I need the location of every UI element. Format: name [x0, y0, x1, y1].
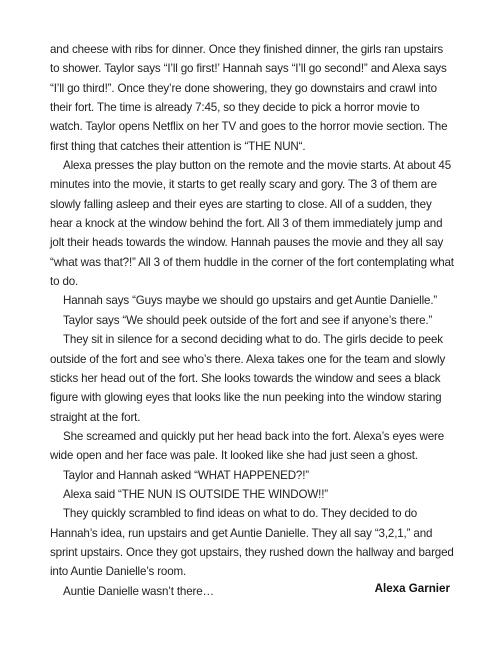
story-paragraph: Taylor says “We should peek outside of the fort and see if anyone’s there.” [63, 313, 433, 327]
story-paragraph: Alexa presses the play button on the remote and the movie starts. At about 45 minutes into the movie, it starts to get really scary and gory. The 3 of them are slowly falling asleep and their eyes are starting to close. All of a sudden, they hear a knock at the window behind the fort. All 3 of them immediately jump and jolt their heads towards the window. Hannah pauses the movie and they all say “what was that?!” All 3 of them huddle in the corner of the fort contemplating what to do. [50, 159, 454, 289]
story-paragraph: and cheese with ribs for dinner. Once they finished dinner, the girls ran upstairs to shower. Taylor says “I’ll go first!’ Hannah says “I’ll go second!” and Alexa says “I’ll go third!”. Once they’re done showering, they go downstairs and crawl into their fort. The time is already 7:45, so they decide to pick a horror movie to watch. Taylor opens Netflix on her TV and goes to the horror movie section. The first thing that catches their attention is “THE NUN“. [50, 43, 448, 153]
story-paragraph: She screamed and quickly put her head back into the fort. Alexa’s eyes were wide open and her face was pale. It looked like she had just seen a ghost. [50, 429, 445, 463]
story-paragraph: Hannah says “Guys maybe we should go upstairs and get Auntie Danielle.” [63, 294, 438, 308]
story-paragraph: They quickly scrambled to find ideas on what to do. They decided to do Hannah’s idea, run upstairs and get Auntie Danielle. They all say “3,2,1,” and sprint upstairs. Once they got upstairs, they rushed down the hallway and barged into Auntie Danielle’s room. [50, 507, 454, 579]
story-paragraph: Auntie Danielle wasn’t there… [63, 584, 214, 598]
story-paragraph: They sit in silence for a second deciding what to do. The girls decide to peek outside of the fort and see who’s there. Alexa takes one for the team and slowly sticks her head out of the fort. She looks towards the window and sees a black figure with glowing eyes that looks like the nun peeking into the window staring straight at the fort. [50, 333, 446, 424]
author-name: Alexa Garnier [374, 582, 450, 595]
story-body [50, 40, 455, 601]
story-paragraph: Taylor and Hannah asked “WHAT HAPPENED?!” [63, 468, 310, 482]
story-paragraph: Alexa said “THE NUN IS OUTSIDE THE WINDOW!!” [63, 487, 329, 501]
